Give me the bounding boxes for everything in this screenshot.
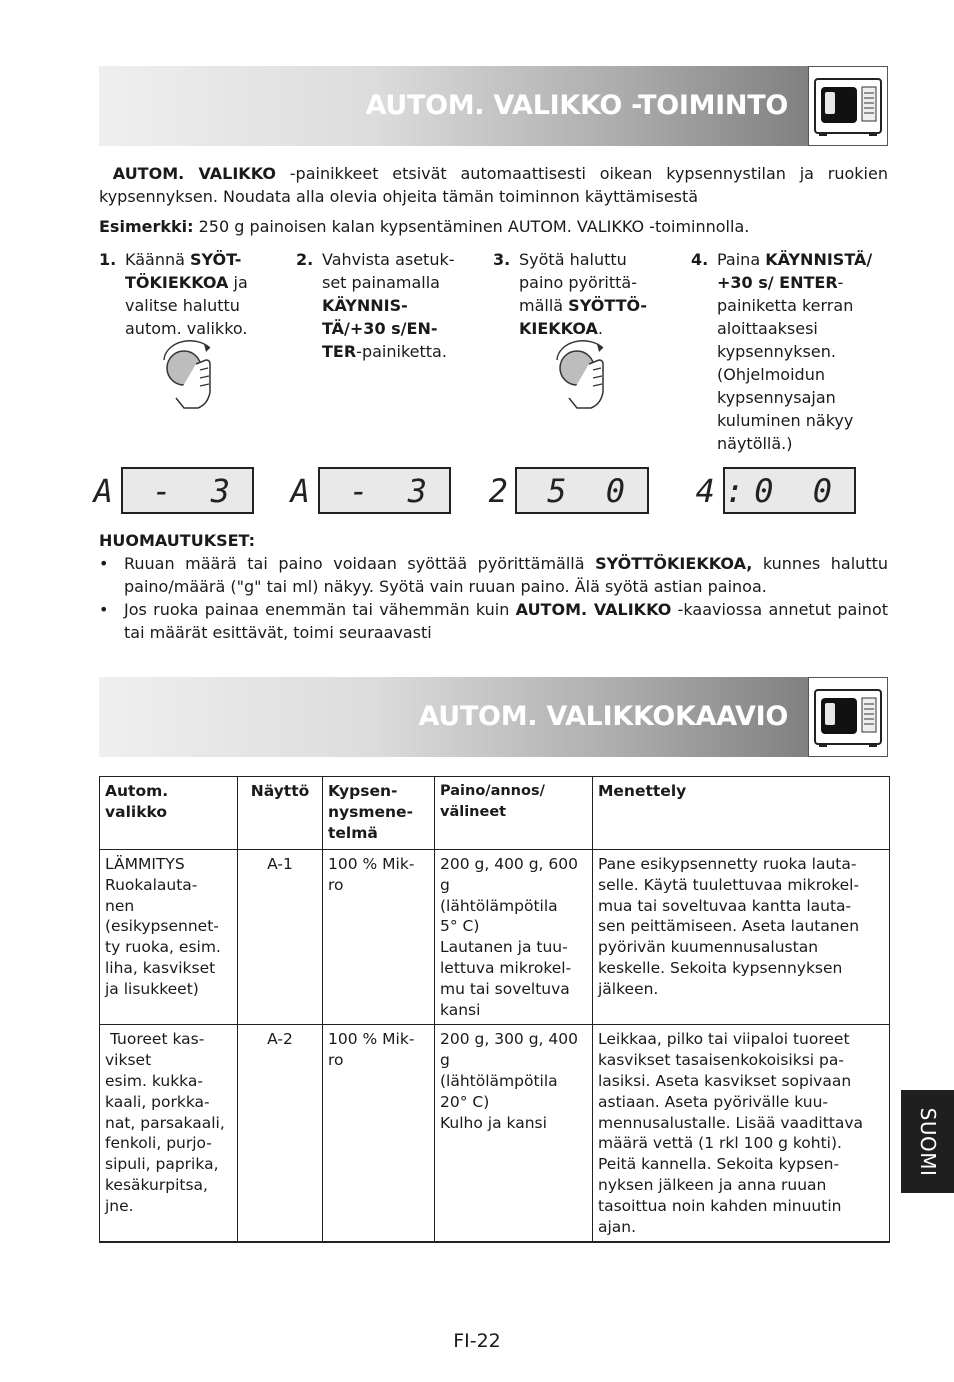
step-bold: TER bbox=[322, 342, 357, 361]
table-row bbox=[100, 850, 890, 1025]
step-text: Paina bbox=[717, 250, 766, 269]
step-text: set painamalla bbox=[322, 273, 440, 292]
example-text: 250 g painoisen kalan kypsentäminen AUTOM. VALIKKO -toiminnolla. bbox=[193, 217, 750, 236]
step-bold: KIEKKOA bbox=[519, 319, 598, 338]
step-number: 4. bbox=[691, 250, 709, 269]
note-text: kunnes haluttu paino/määrä ("g" tai ml) näkyy. Syötä vain ruuan paino. Älä syötä astian painoa. bbox=[124, 554, 889, 596]
display-readout: 2 5 0 bbox=[488, 472, 635, 510]
step-text: -painiketta. bbox=[356, 342, 447, 361]
col-header-weight: Paino/annos/ välineet bbox=[435, 777, 593, 850]
cell-weight: 200 g, 300 g, 400 g (lähtölämpötila 20° C) Kulho ja kansi bbox=[435, 1025, 593, 1242]
step-bold: TÖKIEKKOA bbox=[125, 273, 229, 292]
intro-text-2: kypsennyksen. Noudata alla olevia ohjeita tämän toiminnon käyttämisestä bbox=[99, 187, 699, 206]
section-title: AUTOM. VALIKKO -TOIMINTO bbox=[365, 90, 788, 121]
note-text: Jos ruoka painaa enemmän tai vähemmän kuin bbox=[124, 600, 516, 619]
cell-procedure: Leikkaa, pilko tai viipaloi tuoreet kasvikset tasaisenkokoisiksi pa- lasiksi. Aseta kasvikset sopivaan astiaan. Aseta pyörivälle kuu- mennusalustalle. Lisää vaadittava määrä vettä (1 rkl 100 g kohti). Peitä kannella. Sekoita kypsen- nyksen jälkeen ja anna ruuan tasoittua noin kahden minuutin ajan. bbox=[593, 1025, 890, 1242]
intro-bold: AUTOM. VALIKKO bbox=[112, 164, 276, 183]
lcd-display-3 bbox=[488, 467, 649, 514]
step-bold: TÄ/+30 s/EN- bbox=[322, 319, 438, 338]
cell-display: A-1 bbox=[238, 850, 323, 1025]
step-text: mällä bbox=[519, 296, 569, 315]
microwave-icon bbox=[808, 677, 888, 757]
section-title: AUTOM. VALIKKOKAAVIO bbox=[418, 701, 788, 732]
note-text: -kaaviossa annetut painot tai määrät esittävät, toimi seuraavasti bbox=[124, 600, 888, 642]
step-text: painiketta kerran bbox=[717, 296, 854, 315]
step-bold: KÄYNNISTÄ/ bbox=[765, 250, 873, 269]
col-header-display: Näyttö bbox=[238, 777, 323, 850]
display-readout: 4:0 0 bbox=[695, 472, 842, 510]
step-text: kuluminen näkyy bbox=[717, 411, 854, 430]
step-text: näytöllä.) bbox=[717, 434, 793, 453]
step-text: paino pyörittä- bbox=[519, 273, 637, 292]
col-header-menu: Autom. valikko bbox=[100, 777, 238, 850]
step-bold: SYÖT- bbox=[190, 250, 242, 269]
example-label: Esimerkki: bbox=[99, 217, 194, 236]
step-bold: +30 s/ ENTER bbox=[717, 273, 838, 292]
col-header-method: Kypsen- nysmene- telmä bbox=[323, 777, 435, 850]
step-text: (Ohjelmoidun bbox=[717, 365, 825, 384]
microwave-icon bbox=[808, 66, 888, 146]
intro-text-1: -painikkeet etsivät automaattisesti oikean kypsennystilan ja ruokien bbox=[275, 164, 888, 183]
section-banner-autom-valikko bbox=[99, 66, 888, 146]
display-readout: A - 3 bbox=[93, 472, 240, 510]
cell-method: 100 % Mik- ro bbox=[323, 1025, 435, 1242]
lcd-display-2 bbox=[290, 467, 451, 514]
dial-hand-icon bbox=[160, 338, 220, 418]
cell-procedure: Pane esikypsennetty ruoka lauta- selle. Käytä tuulettuvaa mikrokel- mua tai soveltuvaa kantta lauta- sen peittämiseen. Aseta lautanen pyörivän kuumennusalustan keskelle. Sekoita kypsennyksen jälkeen. bbox=[593, 850, 890, 1025]
step-text: kypsennysajan bbox=[717, 388, 836, 407]
page-number: FI-22 bbox=[453, 1330, 501, 1352]
note-bullet-1 bbox=[99, 552, 888, 598]
step-text: kypsennyksen. bbox=[717, 342, 836, 361]
col-header-procedure: Menettely bbox=[593, 777, 890, 850]
auto-menu-table bbox=[99, 776, 890, 1243]
step-bold: KÄYNNIS- bbox=[322, 296, 408, 315]
bullet-dot: • bbox=[99, 600, 109, 619]
lcd-display-4 bbox=[695, 467, 856, 514]
step-text: aloittaaksesi bbox=[717, 319, 818, 338]
step-text: Vahvista asetuk- bbox=[322, 250, 455, 269]
cell-menu: Tuoreet kas- vikset esim. kukka- kaali, porkka- nat, parsakaali, fenkoli, purjo- sipuli, paprika, kesäkurpitsa, jne. bbox=[100, 1025, 238, 1242]
cell-display: A-2 bbox=[238, 1025, 323, 1242]
step-text: Käännä bbox=[125, 250, 190, 269]
cell-menu: LÄMMITYS Ruokalauta- nen (esikypsennet- ty ruoka, esim. liha, kasvikset ja lisukkeet) bbox=[100, 850, 238, 1025]
language-label: SUOMI bbox=[915, 1107, 940, 1176]
step-text: . bbox=[597, 319, 604, 338]
step-bold: SYÖTTÖ- bbox=[568, 296, 648, 315]
table-header-row bbox=[100, 777, 890, 850]
step-text: Syötä haluttu bbox=[519, 250, 627, 269]
lcd-display-1 bbox=[93, 467, 254, 514]
step-text: - bbox=[837, 273, 844, 292]
cell-weight: 200 g, 400 g, 600 g (lähtölämpötila 5° C) Lautanen ja tuu- lettuva mikrokel- mu tai soveltuva kansi bbox=[435, 850, 593, 1025]
section-banner-valikkokaavio bbox=[99, 677, 888, 757]
note-bold: SYÖTTÖKIEKKOA, bbox=[595, 554, 753, 573]
step-text: autom. valikko. bbox=[125, 319, 248, 338]
dial-hand-icon bbox=[553, 338, 613, 418]
note-text: Ruuan määrä tai paino voidaan syöttää pyörittämällä bbox=[124, 554, 596, 573]
example-line bbox=[99, 215, 888, 238]
note-bullet-2 bbox=[99, 598, 888, 644]
step-text: ja bbox=[228, 273, 248, 292]
display-readout: A - 3 bbox=[290, 472, 437, 510]
step-number: 3. bbox=[493, 250, 511, 269]
cell-method: 100 % Mik- ro bbox=[323, 850, 435, 1025]
notes-heading: HUOMAUTUKSET: bbox=[99, 531, 255, 550]
table-row bbox=[100, 1025, 890, 1242]
language-tab bbox=[901, 1090, 954, 1193]
step-text: valitse haluttu bbox=[125, 296, 240, 315]
step-number: 1. bbox=[99, 250, 117, 269]
intro-paragraph bbox=[99, 162, 888, 208]
bullet-dot: • bbox=[99, 554, 109, 573]
note-bold: AUTOM. VALIKKO bbox=[515, 600, 672, 619]
step-number: 2. bbox=[296, 250, 314, 269]
